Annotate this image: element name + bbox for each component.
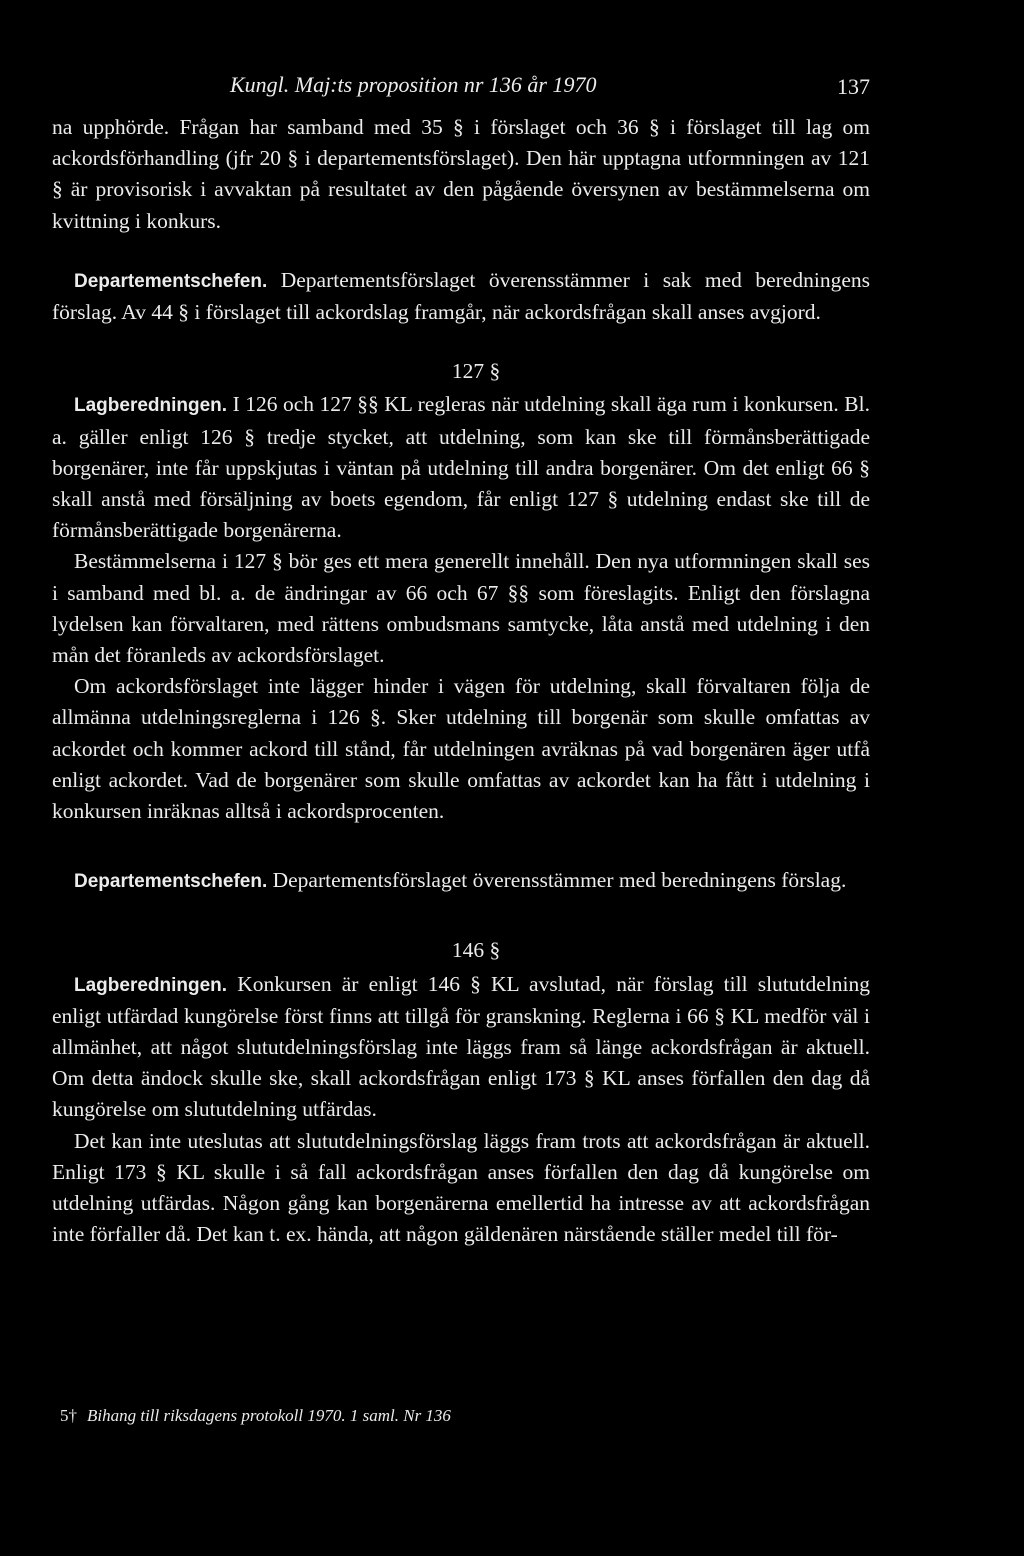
signature-mark: 5†: [60, 1406, 77, 1425]
paragraph: Bestämmelserna i 127 § bör ges ett mera generellt innehåll. Den nya utformningen skall ses i samband med bl. a. de ändringar av 66 och 67 §§ som föreslagits. Enligt den förslagna lydelsen kan förvaltaren, med rättens ombudsmans samtycke, låta anstå med utdelning i den mån det föranleds av ackordsförslaget.: [52, 549, 870, 668]
paragraph: Om ackordsförslaget inte lägger hinder i vägen för utdelning, skall förvaltaren följa de allmänna utdelningsreglerna i 126 §. Sker utdelning till borgenär som skulle omfattas av ackordet och kommer ackord till stånd, får utdelningen avräknas på vad borgenären äger utfå enligt ackordet. Vad de borgenärer som skulle omfattas av ackordet kan ha fått i utdelning i konkursen inräknas alltså i ackordsprocenten.: [52, 674, 870, 824]
page-body: [52, 112, 870, 1251]
paragraph: [52, 969, 870, 1126]
speaker-label: Lagberedningen.: [74, 974, 228, 996]
running-title: Kungl. Maj:ts proposition nr 136 år 1970: [230, 72, 597, 97]
section-heading: 146 §: [451, 938, 501, 963]
paragraph-text: Departementsförslaget överensstämmer i sak med beredningens förslag. Av 44 § i förslaget till ackordslag framgår, när ackordsfrågan skall anses avgjord.: [52, 267, 870, 325]
footer-text: Bihang till riksdagens protokoll 1970. 1 saml. Nr 136: [87, 1406, 451, 1425]
speaker-label: Departementschefen.: [74, 871, 268, 893]
paragraph: [52, 389, 870, 546]
paragraph: [52, 265, 870, 328]
page-footer: [60, 1406, 451, 1426]
spacer: [52, 237, 870, 265]
spacer: [52, 827, 870, 865]
paragraph-text: Departementsförslaget överensstämmer med beredningens förslag.: [267, 868, 847, 893]
spacer: [52, 897, 870, 935]
page-header: [52, 72, 870, 106]
section-heading: 127 §: [451, 359, 501, 384]
speaker-label: Lagberedningen.: [74, 395, 228, 417]
paragraph: Det kan inte uteslutas att slututdelningsförslag läggs fram trots att ackordsfrågan är aktuell. Enligt 173 § KL skulle i så fall ackordsfrågan anses förfallen den dag då kungörelse om utdelning utfärdas. Någon gång kan borgenärerna emellertid ha intresse av att ackordsfrågan inte förfaller då. Det kan t. ex. hända, att någon gäldenären närstående ställer medel till för-: [52, 1128, 870, 1247]
spacer: [52, 328, 870, 356]
paragraph-text: Konkursen är enligt 146 § KL avslutad, när förslag till slututdelning enligt utfärdad kungörelse först finns att tillgå för granskning. Reglerna i 66 § KL medför väl i allmänhet, att något slututdelningsförslag inte läggs fram så länge ackordsfrågan är aktuell. Om detta ändock skulle ske, skall ackordsfrågan enligt 173 § KL anses förfallen den dag då kungörelse om slututdelning utfärdas.: [52, 971, 870, 1122]
page-number: 137: [837, 74, 870, 99]
paragraph: na upphörde. Frågan har samband med 35 § i förslaget och 36 § i förslaget till lag om ackordsförhandling (jfr 20 § i departementsförslaget). Den här upptagna utformningen av 121 § är provisorisk i avvaktan på resultatet av den pågående översynen av bestämmelserna om kvittning i konkurs.: [52, 115, 870, 233]
paragraph-text: I 126 och 127 §§ KL regleras när utdelning skall äga rum i konkursen. Bl. a. gäller enligt 126 § tredje stycket, att utdelning, som kan ske till förmånsberättigade borgenärer, inte får uppskjutas i väntan på utdelning till andra borgenärer. Om det enligt 66 § skall anstå med försäljning av boets egendom, får enligt 127 § utdelning endast ske till de förmånsberättigade borgenärerna.: [52, 392, 870, 543]
paragraph: [52, 865, 870, 897]
speaker-label: Departementschefen.: [74, 270, 268, 292]
